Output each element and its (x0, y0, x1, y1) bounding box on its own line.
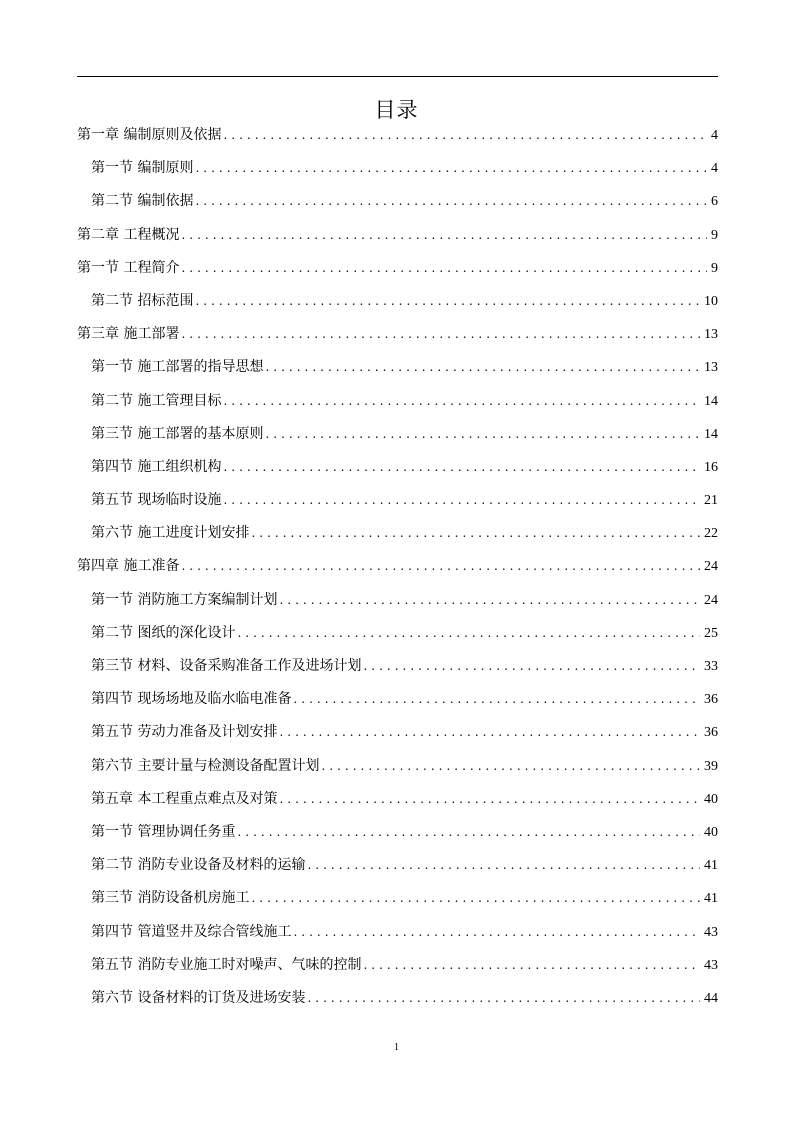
toc-entry-page: 24 (704, 592, 718, 608)
toc-dot-leader (181, 553, 700, 579)
toc-entry[interactable] (77, 255, 718, 288)
toc-entry[interactable] (77, 653, 718, 686)
toc-entry-page: 43 (704, 924, 718, 940)
toc-entry-title: 第一节 消防施工方案编制计划 (91, 591, 278, 608)
toc-entry-title: 第三节 消防设备机房施工 (91, 890, 250, 907)
toc-dot-leader (223, 122, 707, 148)
toc-dot-leader (279, 587, 700, 613)
toc-entry-page: 22 (704, 526, 718, 542)
toc-entry-page: 40 (704, 791, 718, 807)
toc-entry-title: 第三节 材料、设备采购准备工作及进场计划 (91, 658, 362, 674)
toc-entry-page: 21 (704, 493, 718, 509)
toc-dot-leader (307, 985, 700, 1011)
toc-dot-leader (265, 354, 700, 380)
toc-entry[interactable] (77, 852, 718, 885)
toc-entry[interactable] (77, 919, 718, 952)
toc-dot-leader (321, 753, 700, 779)
toc-entry[interactable] (77, 686, 718, 719)
toc-dot-leader (251, 885, 700, 911)
toc-dot-leader (279, 719, 700, 745)
toc-entry-title: 第二节 图纸的深化设计 (91, 624, 236, 641)
toc-entry[interactable] (77, 885, 718, 918)
toc-dot-leader (363, 653, 700, 679)
toc-entry-page: 6 (711, 194, 718, 210)
toc-entry[interactable] (77, 288, 718, 321)
toc-entry[interactable] (77, 421, 718, 454)
toc-entry-title: 第三节 施工部署的基本原则 (91, 425, 264, 442)
toc-entry-page: 9 (711, 227, 718, 243)
toc-entry-title: 第五节 劳动力准备及计划安排 (91, 724, 278, 741)
toc-entry-page: 10 (704, 293, 718, 309)
toc-entry-page: 13 (704, 327, 718, 343)
toc-entry-title: 第一节 管理协调任务重 (91, 823, 236, 840)
toc-entry-page: 14 (704, 393, 718, 409)
toc-entry-page: 4 (711, 161, 718, 177)
toc-entry[interactable] (77, 819, 718, 852)
toc-entry-title: 第一节 编制原则 (91, 160, 194, 177)
toc-entry[interactable] (77, 321, 718, 354)
toc-entry[interactable] (77, 952, 718, 985)
toc-entry-title: 第一节 施工部署的指导思想 (91, 359, 264, 376)
page-number: 1 (394, 1042, 399, 1053)
toc-dot-leader (293, 686, 700, 712)
toc-entry[interactable] (77, 122, 718, 155)
toc-dot-leader (363, 952, 700, 978)
toc-entry[interactable] (77, 719, 718, 752)
toc-entry-title: 第三章 施工部署 (77, 326, 180, 343)
toc-entry-title: 第四节 施工组织机构 (91, 458, 222, 475)
toc-entry-page: 36 (704, 725, 718, 741)
toc-entry-page: 39 (704, 758, 718, 774)
toc-entry-page: 40 (704, 824, 718, 840)
toc-entry-title: 第五节 现场临时设施 (91, 492, 222, 509)
toc-entry-title: 第二节 施工管理目标 (91, 392, 222, 409)
toc-entry-title: 第二节 编制依据 (91, 193, 194, 210)
toc-entry[interactable] (77, 188, 718, 221)
toc-entry-title: 第四节 管道竖井及综合管线施工 (91, 923, 292, 940)
toc-entry-page: 16 (704, 459, 718, 475)
toc-entry-page: 9 (711, 260, 718, 276)
toc-entry-page: 14 (704, 426, 718, 442)
toc-entry[interactable] (77, 388, 718, 421)
toc-dot-leader (293, 919, 700, 945)
toc-entry-page: 13 (704, 360, 718, 376)
toc-dot-leader (223, 487, 700, 513)
toc-dot-leader (237, 819, 700, 845)
toc-entry-title: 第二节 招标范围 (91, 292, 194, 309)
toc-dot-leader (195, 288, 700, 314)
toc-entry[interactable] (77, 222, 718, 255)
toc-dot-leader (223, 454, 700, 480)
toc-entry[interactable] (77, 354, 718, 387)
toc-entry[interactable] (77, 454, 718, 487)
toc-entry-title: 第五节 消防专业施工时对噪声、气味的控制 (91, 956, 362, 973)
toc-entry[interactable] (77, 753, 718, 786)
toc-entry-title: 第六节 施工进度计划安排 (91, 525, 250, 542)
page-title: 目录 (374, 98, 419, 122)
toc-entry-title: 第一章 编制原则及依据 (77, 127, 222, 143)
toc-entry-page: 44 (704, 990, 718, 1006)
table-of-contents (77, 122, 718, 1018)
toc-entry-page: 41 (704, 858, 718, 874)
toc-entry-title: 第四节 现场场地及临水临电准备 (91, 691, 292, 708)
toc-dot-leader (279, 786, 700, 812)
toc-entry-page: 33 (704, 659, 718, 674)
toc-dot-leader (181, 222, 707, 248)
toc-dot-leader (223, 388, 700, 414)
toc-dot-leader (265, 421, 700, 447)
toc-entry[interactable] (77, 553, 718, 586)
toc-entry-page: 41 (704, 891, 718, 907)
toc-entry[interactable] (77, 786, 718, 819)
toc-dot-leader (195, 188, 707, 214)
toc-entry-title: 第五章 本工程重点难点及对策 (91, 790, 278, 807)
toc-entry-title: 第二节 消防专业设备及材料的运输 (91, 857, 306, 874)
toc-entry-title: 第四章 施工准备 (77, 558, 180, 575)
toc-entry-title: 第六节 主要计量与检测设备配置计划 (91, 757, 320, 774)
toc-dot-leader (307, 852, 700, 878)
toc-dot-leader (181, 321, 700, 347)
header-rule (77, 76, 718, 77)
toc-entry[interactable] (77, 520, 718, 553)
toc-entry-page: 36 (704, 692, 718, 708)
toc-entry-title: 第六节 设备材料的订货及进场安装 (91, 989, 306, 1006)
toc-entry-page: 4 (711, 128, 718, 143)
toc-entry[interactable] (77, 155, 718, 188)
toc-entry-page: 25 (704, 625, 718, 641)
toc-entry[interactable] (77, 587, 718, 620)
toc-dot-leader (251, 520, 700, 546)
toc-dot-leader (181, 255, 707, 281)
toc-entry[interactable] (77, 620, 718, 653)
toc-entry[interactable] (77, 985, 718, 1018)
toc-entry-page: 43 (704, 957, 718, 973)
toc-entry[interactable] (77, 487, 718, 520)
toc-dot-leader (195, 155, 707, 181)
toc-entry-title: 第二章 工程概况 (77, 226, 180, 243)
toc-entry-title: 第一节 工程简介 (77, 259, 180, 276)
toc-dot-leader (237, 620, 700, 646)
toc-entry-page: 24 (704, 559, 718, 575)
